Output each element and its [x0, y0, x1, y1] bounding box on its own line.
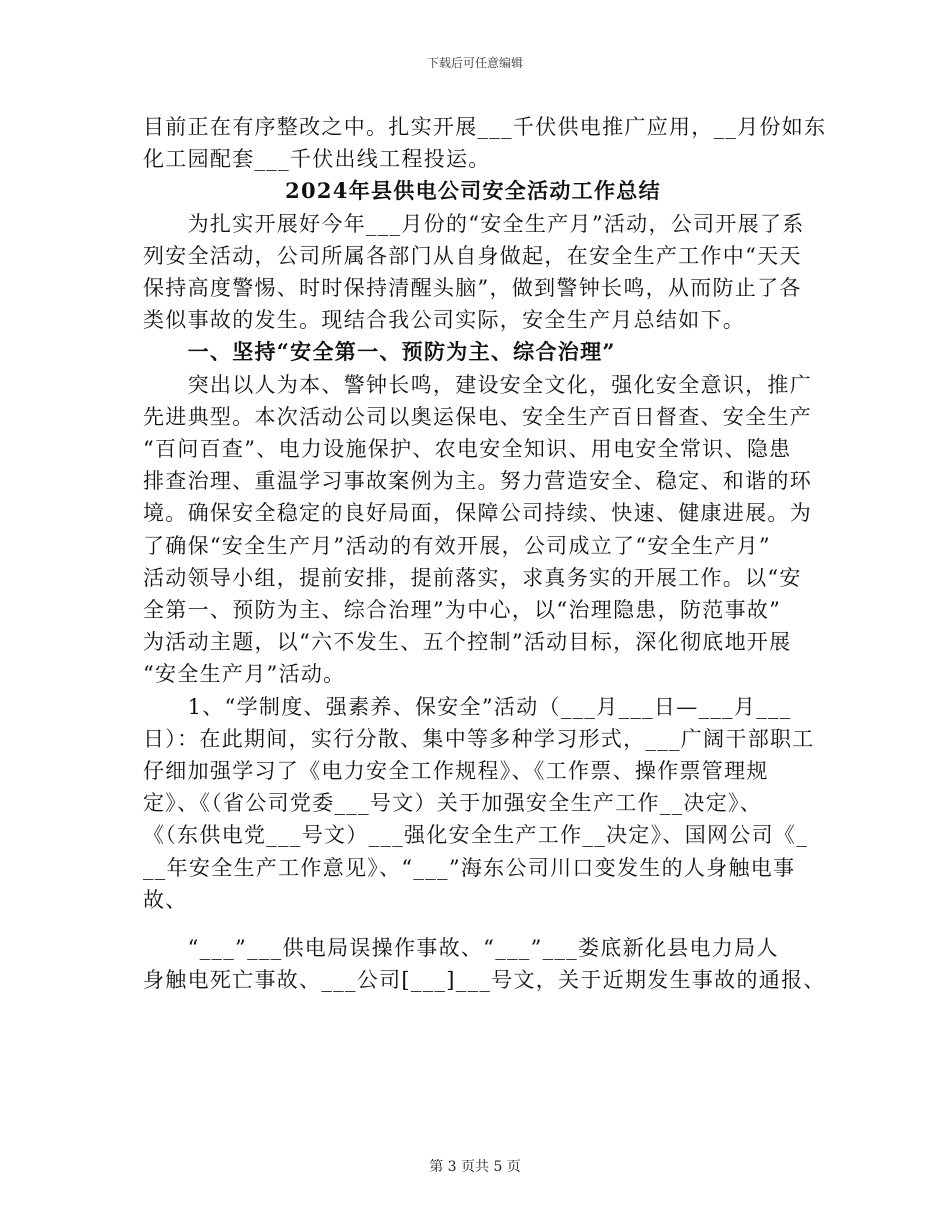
- body-line: 保持高度警惕、时时保持清醒头脑”，做到警钟长鸣，从而防止了各: [143, 276, 802, 301]
- body-line: 1、“学制度、强素养、保安全”活动（___月___日—___月___: [143, 694, 792, 719]
- body-line: 故、: [143, 887, 188, 912]
- body-line: 定》、《（省公司党委___号文）关于加强安全生产工作__决定》、: [143, 791, 763, 816]
- document-title: 2024年县供电公司安全活动工作总结: [285, 178, 661, 204]
- body-line: 境。确保安全稳定的良好局面，保障公司持续、快速、健康进展。为: [143, 501, 812, 526]
- body-line: 列安全活动，公司所属各部门从自身做起，在安全生产工作中“天天: [143, 243, 802, 268]
- document-body: [143, 111, 827, 996]
- body-line: 先进典型。本次活动公司以奥运保电、安全生产百日督查、安全生产: [143, 404, 812, 429]
- body-line: 为扎实开展好今年___月份的“安全生产月”活动，公司开展了系: [143, 211, 805, 236]
- body-line: 为活动主题，以“六不发生、五个控制”活动目标，深化彻底地开展: [143, 630, 792, 655]
- body-line: 活动领导小组，提前安排，提前落实，求真务实的开展工作。以“安: [143, 565, 802, 590]
- page-footer: 第 3 页共 5 页: [429, 1159, 521, 1175]
- body-line: 全第一、预防为主、综合治理”为中心，以“治理隐患，防范事故”: [143, 598, 782, 623]
- body-line: 身触电死亡事故、___公司[___]___号文，关于近期发生事故的通报、: [143, 968, 826, 993]
- body-line: 了确保“安全生产月”活动的有效开展，公司成立了“安全生产月”: [143, 533, 771, 558]
- section-heading: 一、坚持“安全第一、预防为主、综合治理”: [143, 339, 616, 365]
- body-line: 类似事故的发生。现结合我公司实际，安全生产月总结如下。: [143, 308, 746, 333]
- body-line: 突出以人为本、警钟长鸣，建设安全文化，强化安全意识，推广: [143, 372, 812, 397]
- body-line: 仔细加强学习了《电力安全工作规程》、《工作票、操作票管理规: [143, 759, 769, 784]
- body-line: 化工园配套___千伏出线工程投运。: [143, 147, 491, 172]
- body-line: __年安全生产工作意见》、“___”海东公司川口变发生的人身触电事: [143, 855, 796, 880]
- body-line: 排查治理、重温学习事故案例为主。努力营造安全、稳定、和谐的环: [143, 469, 812, 494]
- body-line: “安全生产月”活动。: [143, 662, 346, 687]
- page-header: 下载后可任意编辑: [426, 56, 523, 70]
- body-line: “百问百查”、电力设施保护、农电安全知识、用电安全常识、隐患: [143, 437, 792, 462]
- body-line: 《（东供电党___号文）___强化安全生产工作__决定》、国网公司《_: [143, 823, 808, 848]
- body-line: “___”___供电局误操作事故、“___”___娄底新化县电力局人: [143, 936, 779, 961]
- body-line: 目前正在有序整改之中。扎实开展___千伏供电推广应用，__月份如东: [143, 115, 827, 139]
- body-line: 日）：在此期间，实行分散、集中等多种学习形式，___广阔干部职工: [143, 726, 815, 751]
